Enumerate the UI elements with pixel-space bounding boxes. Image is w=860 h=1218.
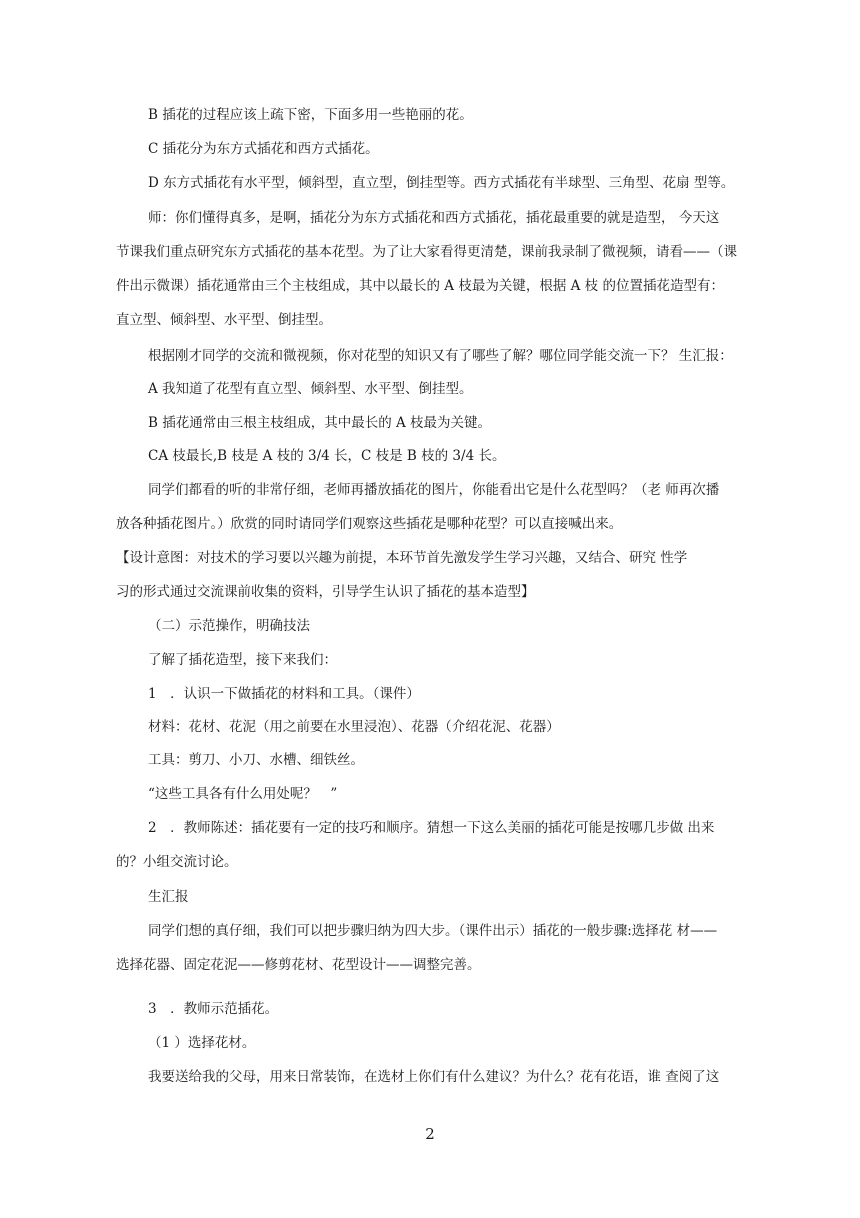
text-line: CA 枝最长,B 枝是 A 枝的 3/4 长，C 枝是 B 枝的 3/4 长。 bbox=[148, 448, 506, 464]
text-line: 材料：花材、花泥（用之前要在水里浸泡）、花器（介绍花泥、花器） bbox=[148, 719, 560, 735]
text-line: （二）示范操作，明确技法 bbox=[148, 618, 310, 634]
text-line: 件出示微课）插花通常由三个主枝组成，其中以最长的 A 枝最为关键，根据 A 枝 的位置插花造型有： bbox=[116, 278, 724, 294]
text-line: 习的形式通过交流课前收集的资料，引导学生认识了插花的基本造型】 bbox=[116, 584, 535, 600]
text-line: A 我知道了花型有直立型、倾斜型、水平型、倒挂型。 bbox=[148, 381, 473, 397]
text-line: 选择花器、固定花泥——修剪花材、花型设计——调整完善。 bbox=[116, 957, 481, 973]
text-line: C 插花分为东方式插花和西方式插花。 bbox=[148, 141, 379, 157]
page-number: 2 bbox=[425, 1125, 435, 1143]
text-line: 师：你们懂得真多，是啊，插花分为东方式插花和西方式插花，插花最重要的就是造型， 今天这 bbox=[148, 210, 720, 226]
text-line: 工具：剪刀、小刀、水槽、细铁丝。 bbox=[148, 752, 364, 768]
text-line: 2 ．教师陈述：插花要有一定的技巧和顺序。猜想一下这么美丽的插花可能是按哪几步做 出来 bbox=[148, 820, 715, 836]
text-line: D 东方式插花有水平型，倾斜型，直立型，倒挂型等。西方式插花有半球型、三角型、花扇 型等。 bbox=[148, 175, 735, 191]
text-line: 的？小组交流讨论。 bbox=[116, 854, 238, 870]
text-line: “这些工具各有什么用处呢？ ” bbox=[148, 786, 338, 802]
text-line: 3 ．教师示范插花。 bbox=[148, 1001, 279, 1017]
text-line: 节课我们重点研究东方式插花的基本花型。为了让大家看得更清楚，课前我录制了微视频，请看——（课 bbox=[116, 244, 737, 260]
text-line: B 插花通常由三根主枝组成，其中最长的 A 枝最为关键。 bbox=[148, 415, 492, 431]
text-line: 生汇报 bbox=[148, 889, 189, 905]
text-line: 1 ．认识一下做插花的材料和工具。（课件） bbox=[148, 686, 420, 702]
text-line: 放各种插花图片。）欣赏的同时请同学们观察这些插花是哪种花型？可以直接喊出来。 bbox=[116, 516, 623, 532]
text-line: （1 ）选择花材。 bbox=[148, 1035, 256, 1051]
text-line: 直立型、倾斜型、水平型、倒挂型。 bbox=[116, 312, 332, 328]
text-line: 同学们都看的听的非常仔细，老师再播放插花的图片，你能看出它是什么花型吗？（老 师再次播 bbox=[148, 482, 720, 498]
text-line: B 插花的过程应该上疏下密，下面多用一些艳丽的花。 bbox=[148, 107, 473, 123]
text-line: 我要送给我的父母，用来日常装饰，在选材上你们有什么建议？为什么？花有花语，谁 查阅了这 bbox=[148, 1069, 720, 1085]
text-line: 同学们想的真仔细，我们可以把步骤归纳为四大步。（课件出示）插花的一般步骤:选择花 材—— bbox=[148, 923, 718, 939]
text-line: 了解了插花造型，接下来我们： bbox=[148, 652, 337, 668]
text-line: 【设计意图：对技术的学习要以兴趣为前提，本环节首先激发学生学习兴趣，又结合、研究 性学 bbox=[116, 550, 688, 566]
text-line: 根据刚才同学的交流和微视频，你对花型的知识又有了哪些了解？哪位同学能交流一下？ 生汇报： bbox=[148, 348, 733, 364]
